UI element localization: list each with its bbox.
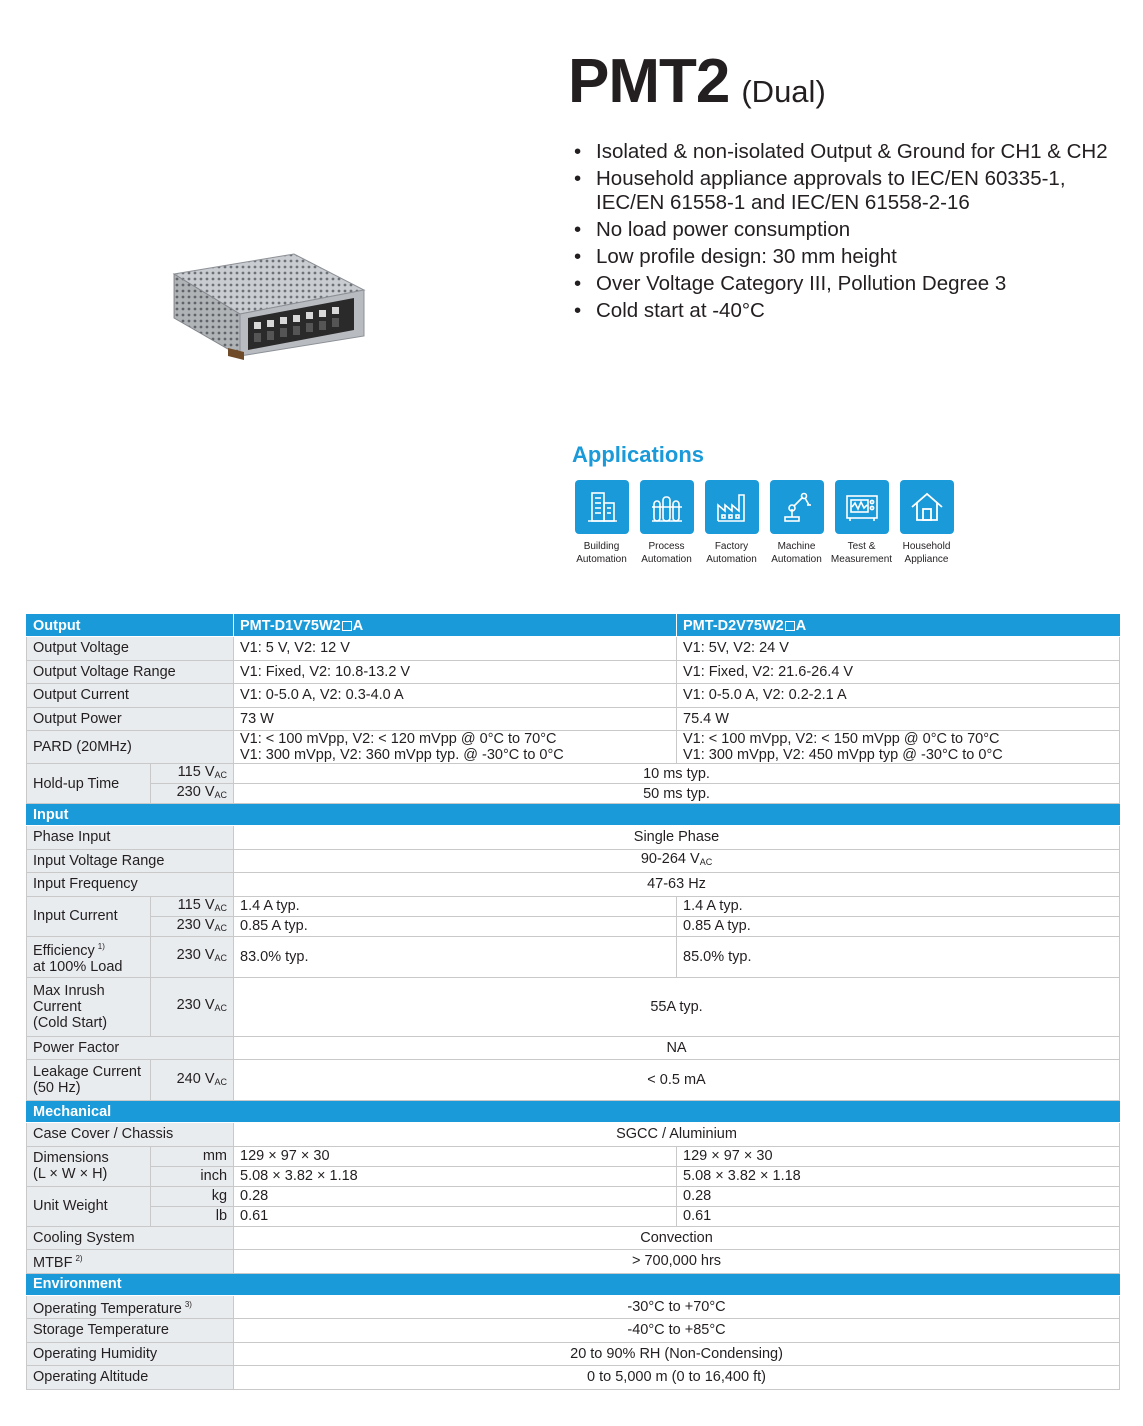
- model2-header: PMT-D2V75W2 A: [677, 615, 1120, 637]
- application-label: Test & Measurement: [830, 541, 893, 565]
- table-row: Hold-up Time 115 $V_{AC}$ 10 ms typ.: [27, 764, 1120, 784]
- applications-list: [569, 480, 959, 566]
- application-label: Machine Automation: [771, 541, 822, 565]
- test-instrument-icon: [842, 487, 882, 527]
- model-name: PMT2: [568, 47, 730, 116]
- robot-arm-icon: [777, 487, 817, 527]
- table-row: Output Voltage Range V1: Fixed, V2: 10.8-13.2 V V1: Fixed, V2: 21.6-26.4 V: [27, 660, 1120, 684]
- table-row: MTBF $^{2)}$ > 700,000 hrs: [27, 1250, 1120, 1274]
- application-test: [829, 480, 894, 566]
- application-label: Process Automation: [641, 541, 692, 565]
- table-row: Dimensions (L × W × H) mm 129 × 97 × 30 129 × 97 × 30: [27, 1146, 1120, 1166]
- table-row: Operating Temperature $^{3)}$ -30°C to +70°C: [27, 1295, 1120, 1319]
- applications-title: Applications: [572, 442, 705, 467]
- table-row: Phase Input Single Phase: [27, 826, 1120, 850]
- section-header-output: Output PMT-D1V75W2 A PMT-D2V75W2 A: [27, 615, 1120, 637]
- table-row: inch 5.08 × 3.82 × 1.18 5.08 × 3.82 × 1.18: [27, 1166, 1120, 1186]
- product-image: [168, 252, 370, 364]
- table-row: Efficiency $^{1)}$ at 100% Load 230 $V_{AC}$ 83.0% typ. 85.0% typ.: [27, 936, 1120, 977]
- feature-item: • Low profile design: 30 mm height: [574, 245, 1134, 269]
- product-title: [568, 46, 826, 117]
- table-row: Power Factor NA: [27, 1036, 1120, 1060]
- section-header-mechanical: Mechanical: [27, 1101, 1120, 1123]
- table-row: 230 $V_{AC}$ 50 ms typ.: [27, 784, 1120, 804]
- table-row: PARD (20MHz) V1: < 100 mVpp, V2: < 120 mVpp @ 0°C to 70°C V1: 300 mVpp, V2: 360 mVpp typ. @ -30°C to 0°C V1: < 100 mVpp, V2: < 150 mVpp @ 0°C to 70°C V1: 300 mVpp, V2: 450 mVpp typ @ -30°C to 0°C: [27, 731, 1120, 764]
- application-label: Building Automation: [576, 541, 627, 565]
- feature-item: • Household appliance approvals to IEC/EN 60335-1, IEC/EN 61558-1 and IEC/EN 61558-2-16: [574, 167, 1134, 215]
- application-factory: [699, 480, 764, 566]
- section-header-environment: Environment: [27, 1273, 1120, 1295]
- table-row: Operating Altitude 0 to 5,000 m (0 to 16,400 ft): [27, 1366, 1120, 1390]
- model1-header: PMT-D1V75W2 A: [234, 615, 677, 637]
- table-row: Cooling System Convection: [27, 1226, 1120, 1250]
- table-row: Leakage Current (50 Hz) 240 $V_{AC}$ < 0.5 mA: [27, 1060, 1120, 1101]
- table-row: Output Current V1: 0-5.0 A, V2: 0.3-4.0 A V1: 0-5.0 A, V2: 0.2-2.1 A: [27, 684, 1120, 708]
- table-row: Input Current 115 $V_{AC}$ 1.4 A typ. 1.4 A typ.: [27, 896, 1120, 916]
- section-header-input: Input: [27, 804, 1120, 826]
- feature-item: • Over Voltage Category III, Pollution Degree 3: [574, 272, 1134, 296]
- table-row: 230 $V_{AC}$ 0.85 A typ. 0.85 A typ.: [27, 916, 1120, 936]
- feature-item: • No load power consumption: [574, 218, 1134, 242]
- model-variant: (Dual): [741, 74, 826, 109]
- application-label: Household Appliance: [902, 541, 951, 565]
- table-row: Output Voltage V1: 5 V, V2: 12 V V1: 5V, V2: 24 V: [27, 637, 1120, 661]
- factory-icon: [712, 487, 752, 527]
- table-row: Unit Weight kg 0.28 0.28: [27, 1186, 1120, 1206]
- application-label: Factory Automation: [706, 541, 757, 565]
- application-building: [569, 480, 634, 566]
- table-row: Case Cover / Chassis SGCC / Aluminium: [27, 1123, 1120, 1147]
- table-row: lb 0.61 0.61: [27, 1206, 1120, 1226]
- spec-table: [26, 614, 1120, 1390]
- table-row: Operating Humidity 20 to 90% RH (Non-Condensing): [27, 1342, 1120, 1366]
- building-icon: [582, 487, 622, 527]
- table-row: Output Power 73 W 75.4 W: [27, 707, 1120, 731]
- application-machine: [764, 480, 829, 566]
- application-household: [894, 480, 959, 566]
- feature-list: [574, 140, 1134, 326]
- table-row: Storage Temperature -40°C to +85°C: [27, 1319, 1120, 1343]
- house-icon: [907, 487, 947, 527]
- feature-item: • Isolated & non-isolated Output & Ground for CH1 & CH2: [574, 140, 1134, 164]
- table-row: Max Inrush Current (Cold Start) 230 $V_{AC}$ 55A typ.: [27, 977, 1120, 1036]
- table-row: Input Frequency 47-63 Hz: [27, 873, 1120, 897]
- process-icon: [647, 487, 687, 527]
- application-process: [634, 480, 699, 566]
- table-row: Input Voltage Range 90-264 $V_{AC}$: [27, 849, 1120, 873]
- feature-item: • Cold start at -40°C: [574, 299, 1134, 323]
